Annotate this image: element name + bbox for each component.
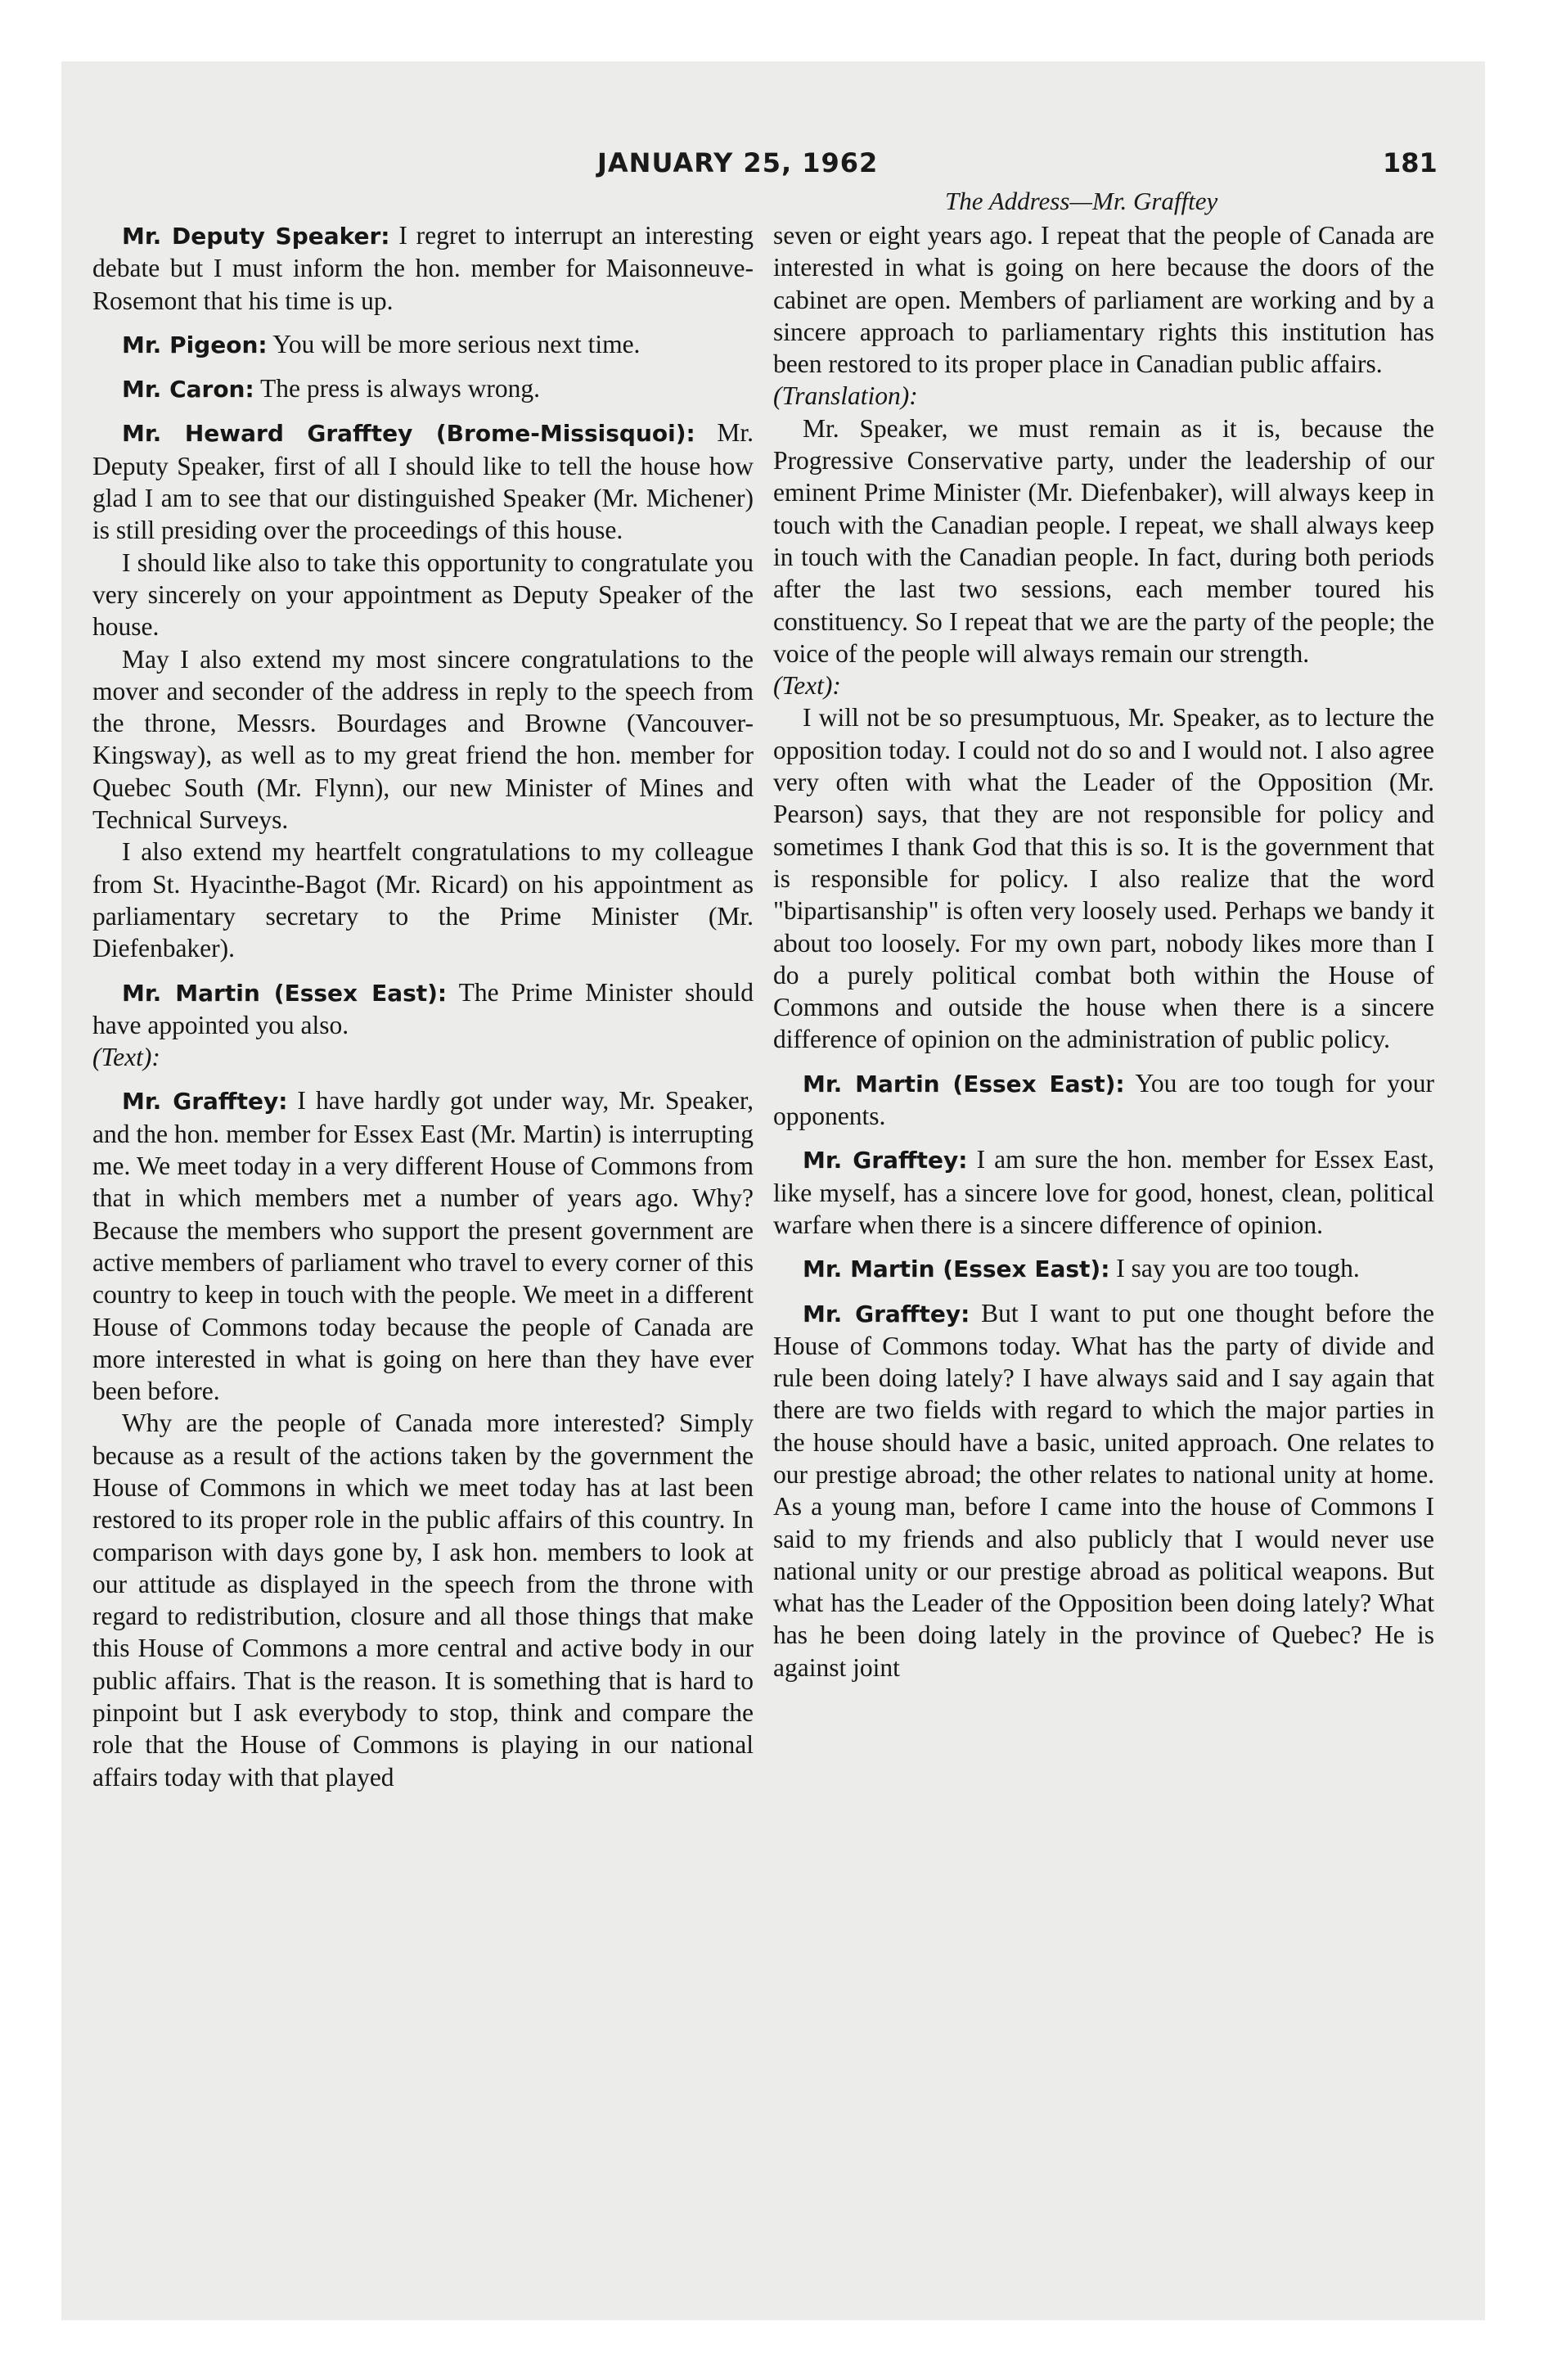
paragraph-text: seven or eight years ago. I repeat that the people of Canada are interested in what is going on here because the doors of the cabinet are open. Members of parliament are working and by a sincere approach to parliamentary rights this institution has been restored to its proper place in Canadian public affairs. — [773, 221, 1434, 379]
paragraph-text: You will be more serious next time. — [267, 329, 641, 358]
paragraph-text: I have hardly got under way, Mr. Speaker, and the hon. member for Essex East (Mr. Martin) is interrupting me. We meet today in a very different House of Commons from that in which members met a number of years ago. Why? Because the members who support the present government are active members of parliament who travel to every corner of this country to keep in touch with the people. We meet in a different House of Commons today because the people of Canada are more interested in what is going on here than they have ever been before. — [92, 1086, 754, 1406]
paragraph-text: Mr. Speaker, we must remain as it is, because the Progressive Conservative party, under the leadership of our eminent Prime Minister (Mr. Diefenbaker), will always keep in touch with the Canadian people. I repeat, we shall always keep in touch with the Canadian people. In fact, during both periods after the last two sessions, each member toured his constituency. So I repeat that we are the party of the people; the voice of the people will always remain our strength. — [773, 413, 1434, 668]
paragraph — [92, 836, 754, 964]
section-label: (Text): — [92, 1043, 160, 1072]
speaker-name: Mr. Martin (Essex East): — [803, 1255, 1110, 1283]
paragraph-text: I am sure the hon. member for Essex East, like myself, has a sincere love for good, honest, clean, political warfare when there is a sincere difference of opinion. — [773, 1145, 1434, 1239]
paragraph — [773, 1067, 1434, 1133]
speaker-name: Mr. Caron: — [122, 376, 254, 403]
speaker-name: Mr. Pigeon: — [122, 331, 268, 358]
paragraph — [92, 643, 754, 836]
left-column — [92, 219, 754, 1793]
paragraph-text: But I want to put one thought before the House of Commons today. What has the party of divide and rule been doing lately? I have always said and I say again that there are two fields with regard to which the major parties in the house should have a basic, united approach. One relates to our prestige abroad; the other relates to national unity at home. As a young man, before I came into the house of Commons I said to my friends and also publicly that I would never use national unity or our prestige abroad as political weapons. But what has the Leader of the Opposition been doing lately? What has he been doing lately in the province of Quebec? He is against joint — [773, 1298, 1434, 1682]
paragraph — [92, 976, 754, 1042]
paragraph-text: I also extend my heartfelt congratulations to my colleague from St. Hyacinthe-Bagot (Mr. Ricard) on his appointment as parliamentary secretary to the Prime Minister (Mr. Diefenbaker). — [92, 837, 754, 963]
page-date: JANUARY 25, 1962 — [597, 147, 879, 178]
paragraph — [773, 1252, 1434, 1285]
paragraph — [773, 412, 1434, 669]
paragraph-text: I will not be so presumptuous, Mr. Speaker, as to lecture the opposition today. I could not do so and I would not. I also agree very often with what the Leader of the Opposition (Mr. Pearson) says, that they are not responsible for policy and sometimes I thank God that this is so. It is the government that is responsible for policy. I also realize that the word "bipartisanship" is often very loosely used. Perhaps we bandy it about too loosely. For my own part, nobody likes more than I do a purely political combat both within the House of Commons and outside the house when there is a sincere difference of opinion on the administration of public policy. — [773, 703, 1434, 1054]
page-number: 181 — [1383, 147, 1438, 178]
speaker-name: Mr. Martin (Essex East): — [803, 1070, 1125, 1098]
paragraph — [92, 1084, 754, 1407]
paragraph — [773, 219, 1434, 380]
paragraph — [773, 1143, 1434, 1241]
paragraph-text: I regret to interrupt an interesting debate but I must inform the hon. member for Maisonneuve-Rosemont that his time is up. — [92, 221, 754, 315]
speaker-name: Mr. Deputy Speaker: — [122, 223, 390, 250]
speaker-name: Mr. Grafftey: — [122, 1088, 288, 1116]
paragraph — [92, 219, 754, 317]
paragraph — [773, 1297, 1434, 1684]
speaker-name: Mr. Martin (Essex East): — [122, 979, 448, 1007]
right-column — [773, 219, 1434, 1684]
running-head: The Address—Mr. Grafftey — [945, 187, 1218, 215]
section-label: (Text): — [773, 671, 841, 701]
paragraph — [92, 547, 754, 643]
speaker-name: Mr. Grafftey: — [803, 1147, 968, 1174]
paragraph — [92, 372, 754, 405]
paragraph-text: I say you are too tough. — [1109, 1254, 1360, 1283]
paragraph-text: The press is always wrong. — [254, 374, 541, 403]
paragraph — [92, 328, 754, 361]
paragraph-text: The Prime Minister should have appointed you also. — [92, 977, 754, 1039]
paragraph-text: You are too tough for your opponents. — [773, 1068, 1434, 1131]
paragraph-text: Why are the people of Canada more interested? Simply because as a result of the actions taken by the government the House of Commons in which we meet today has at last been restored to its proper role in the public affairs of this country. In comparison with days gone by, I ask hon. members to look at our attitude as displayed in the speech from the throne with regard to redistribution, closure and all those things that make this House of Commons a more central and active body in our public affairs. That is the reason. It is something that is hard to pinpoint but I ask everybody to stop, think and compare the role that the House of Commons is playing in our national affairs today with that played — [92, 1409, 754, 1792]
paragraph — [92, 417, 754, 546]
paragraph — [773, 701, 1434, 1055]
speaker-name: Mr. Heward Grafftey (Brome-Missisquoi): — [122, 420, 695, 448]
section-label: (Translation): — [773, 381, 918, 411]
speaker-name: Mr. Grafftey: — [803, 1300, 970, 1327]
paragraph-text: I should like also to take this opportunity to congratulate you very sincerely on your appointment as Deputy Speaker of the house. — [92, 548, 754, 642]
paragraph — [92, 1407, 754, 1793]
paragraph-text: Mr. Deputy Speaker, first of all I should like to tell the house how glad I am to see that our distinguished Speaker (Mr. Michener) is still presiding over the proceedings of this house. — [92, 418, 754, 545]
paragraph-text: May I also extend my most sincere congratulations to the mover and seconder of the address in reply to the speech from the throne, Messrs. Bourdages and Browne (Vancouver-Kingsway), as well as to my great friend the hon. member for Quebec South (Mr. Flynn), our new Minister of Mines and Technical Surveys. — [92, 644, 754, 835]
